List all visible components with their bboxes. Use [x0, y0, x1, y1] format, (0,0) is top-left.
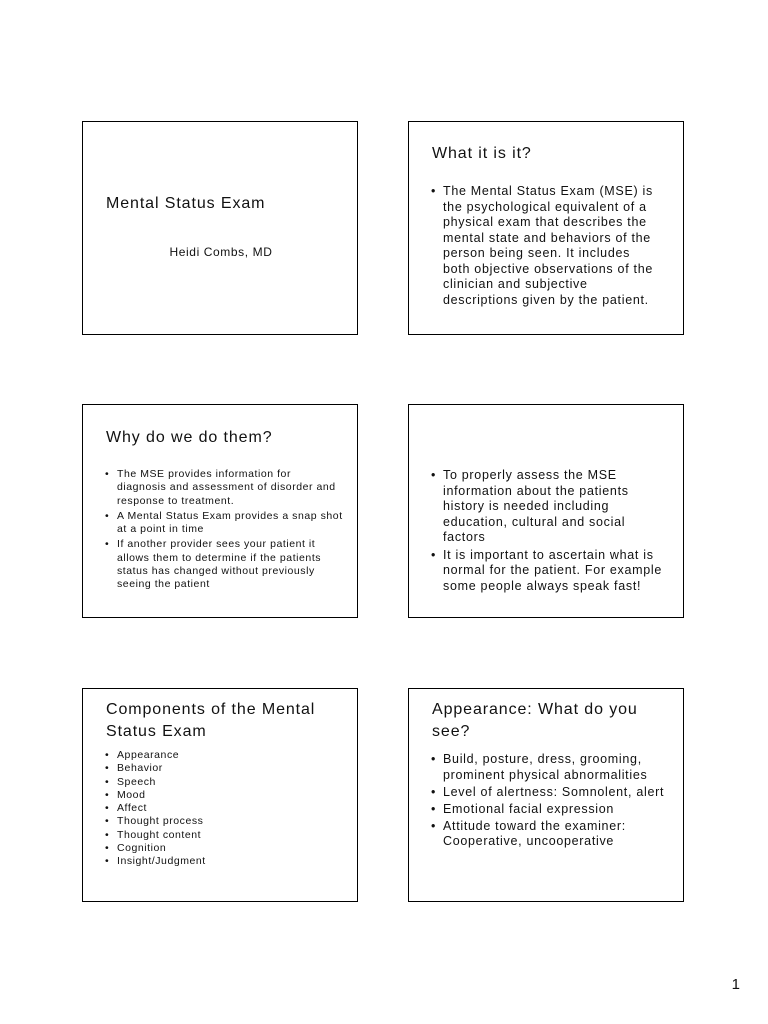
bullet-item: • If another provider sees your patient it allows them to determine if the patients status has changed without previously seeing the patient — [105, 538, 343, 591]
page-number: 1 — [731, 976, 740, 993]
slide-title: Components of the Mental Status Exam — [106, 701, 316, 740]
slide-3 — [82, 404, 358, 618]
slide-title: Appearance: What do you see? — [432, 701, 638, 740]
bullet-item: • Appearance — [105, 749, 347, 762]
bullet-list — [431, 752, 669, 851]
slide-title: Why do we do them? — [106, 429, 273, 446]
bullet-item: • The Mental Status Exam (MSE) is the psychological equivalent of a physical exam that describes the mental state and behaviors of the person being seen. It includes both objective observations of the clinician and subjective descriptions given by the patient. — [431, 184, 661, 308]
bullet-item: • It is important to ascertain what is normal for the patient. For example some people always speak fast! — [431, 548, 669, 595]
bullet-item: • Emotional facial expression — [431, 802, 669, 818]
bullet-item: • Level of alertness: Somnolent, alert — [431, 785, 669, 801]
bullet-list — [431, 184, 661, 310]
slide-1 — [82, 121, 358, 335]
bullet-item: • Behavior — [105, 762, 347, 775]
bullet-item: • Thought content — [105, 829, 347, 842]
bullet-item: • Insight/Judgment — [105, 855, 347, 868]
slide-6 — [408, 688, 684, 902]
bullet-item: • Cognition — [105, 842, 347, 855]
bullet-list — [431, 468, 669, 596]
bullet-item: • Build, posture, dress, grooming, prominent physical abnormalities — [431, 752, 669, 783]
slide-subtitle: Heidi Combs, MD — [169, 245, 273, 259]
bullet-item: • To properly assess the MSE information about the patients history is needed including education, cultural and social factors — [431, 468, 669, 546]
slide-title: Mental Status Exam — [106, 195, 266, 212]
bullet-item: • A Mental Status Exam provides a snap shot at a point in time — [105, 510, 343, 537]
slide-4 — [408, 404, 684, 618]
bullet-list — [105, 749, 347, 869]
bullet-item: • Affect — [105, 802, 347, 815]
bullet-item: • Mood — [105, 789, 347, 802]
slide-5 — [82, 688, 358, 902]
bullet-item: • The MSE provides information for diagnosis and assessment of disorder and response to treatment. — [105, 468, 343, 508]
slide-2 — [408, 121, 684, 335]
bullet-item: • Speech — [105, 776, 347, 789]
bullet-item: • Thought process — [105, 815, 347, 828]
slide-title: What it is it? — [432, 145, 532, 162]
bullet-list — [105, 468, 343, 594]
bullet-item: • Attitude toward the examiner: Cooperative, uncooperative — [431, 819, 669, 850]
